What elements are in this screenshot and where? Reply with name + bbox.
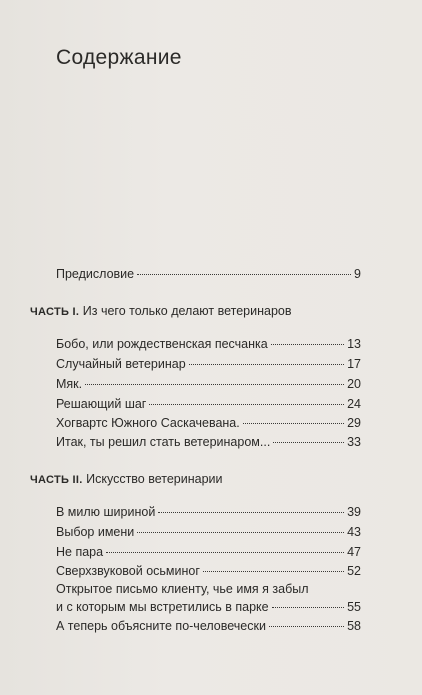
dot-leader — [189, 364, 344, 365]
dot-leader — [106, 552, 344, 553]
entry-label: Хогвартс Южного Саскачевана. — [56, 416, 240, 430]
entry-page: 33 — [347, 435, 361, 449]
entry-label: Итак, ты решил стать ветеринаром... — [56, 435, 271, 449]
entry-label: В милю шириной — [56, 505, 156, 519]
dot-leader — [137, 532, 344, 533]
entry-page: 17 — [347, 357, 361, 371]
part-heading-1 — [30, 302, 292, 321]
entry-page: 58 — [347, 619, 361, 633]
entry-page: 55 — [347, 600, 361, 614]
toc-entry — [56, 355, 361, 373]
entry-label: Решающий шаг — [56, 397, 147, 411]
dot-leader — [158, 512, 344, 513]
entry-label: Сверхзвуковой осьминог — [56, 564, 200, 578]
entry-page: 29 — [347, 416, 361, 430]
dot-leader — [269, 626, 344, 627]
dot-leader — [273, 442, 344, 443]
part-number: ЧАСТЬ I. — [30, 306, 80, 318]
entry-label: и с которым мы встретились в парке — [56, 600, 269, 614]
dot-leader — [85, 384, 344, 385]
toc-entry — [56, 562, 361, 580]
toc-entry — [56, 395, 361, 413]
dot-leader — [149, 404, 344, 405]
dot-leader — [272, 607, 345, 608]
entry-label: Бобо, или рождественская песчанка — [56, 337, 268, 351]
toc-entry — [56, 503, 361, 521]
entry-page: 9 — [354, 267, 361, 281]
page-title: Содержание — [56, 46, 182, 69]
dot-leader — [271, 344, 344, 345]
entry-label: Мяк. — [56, 377, 83, 391]
part-title: Искусство ветеринарии — [86, 472, 223, 486]
part-number: ЧАСТЬ II. — [30, 474, 83, 486]
toc-entry-line1: Открытое письмо клиенту, чье имя я забыл — [56, 582, 309, 596]
dot-leader — [203, 571, 344, 572]
entry-label: Выбор имени — [56, 525, 135, 539]
toc-entry — [56, 335, 361, 353]
toc-entry — [56, 375, 361, 393]
part-heading-2 — [30, 470, 223, 489]
entry-page: 13 — [347, 337, 361, 351]
toc-entry — [56, 523, 361, 541]
entry-page: 52 — [347, 564, 361, 578]
toc-entry-preface — [56, 265, 361, 283]
dot-leader — [243, 423, 344, 424]
entry-label: А теперь объясните по-человечески — [56, 619, 266, 633]
dot-leader — [137, 274, 351, 275]
toc-entry — [56, 433, 361, 451]
entry-label: Предисловие — [56, 267, 135, 281]
entry-page: 47 — [347, 545, 361, 559]
toc-entry — [56, 543, 361, 561]
entry-page: 20 — [347, 377, 361, 391]
toc-entry — [56, 598, 361, 616]
toc-entry — [56, 617, 361, 635]
entry-page: 24 — [347, 397, 361, 411]
entry-label: Случайный ветеринар — [56, 357, 186, 371]
toc-entry — [56, 414, 361, 432]
part-title: Из чего только делают ветеринаров — [82, 304, 292, 318]
entry-label: Не пара — [56, 545, 104, 559]
entry-page: 39 — [347, 505, 361, 519]
entry-page: 43 — [347, 525, 361, 539]
